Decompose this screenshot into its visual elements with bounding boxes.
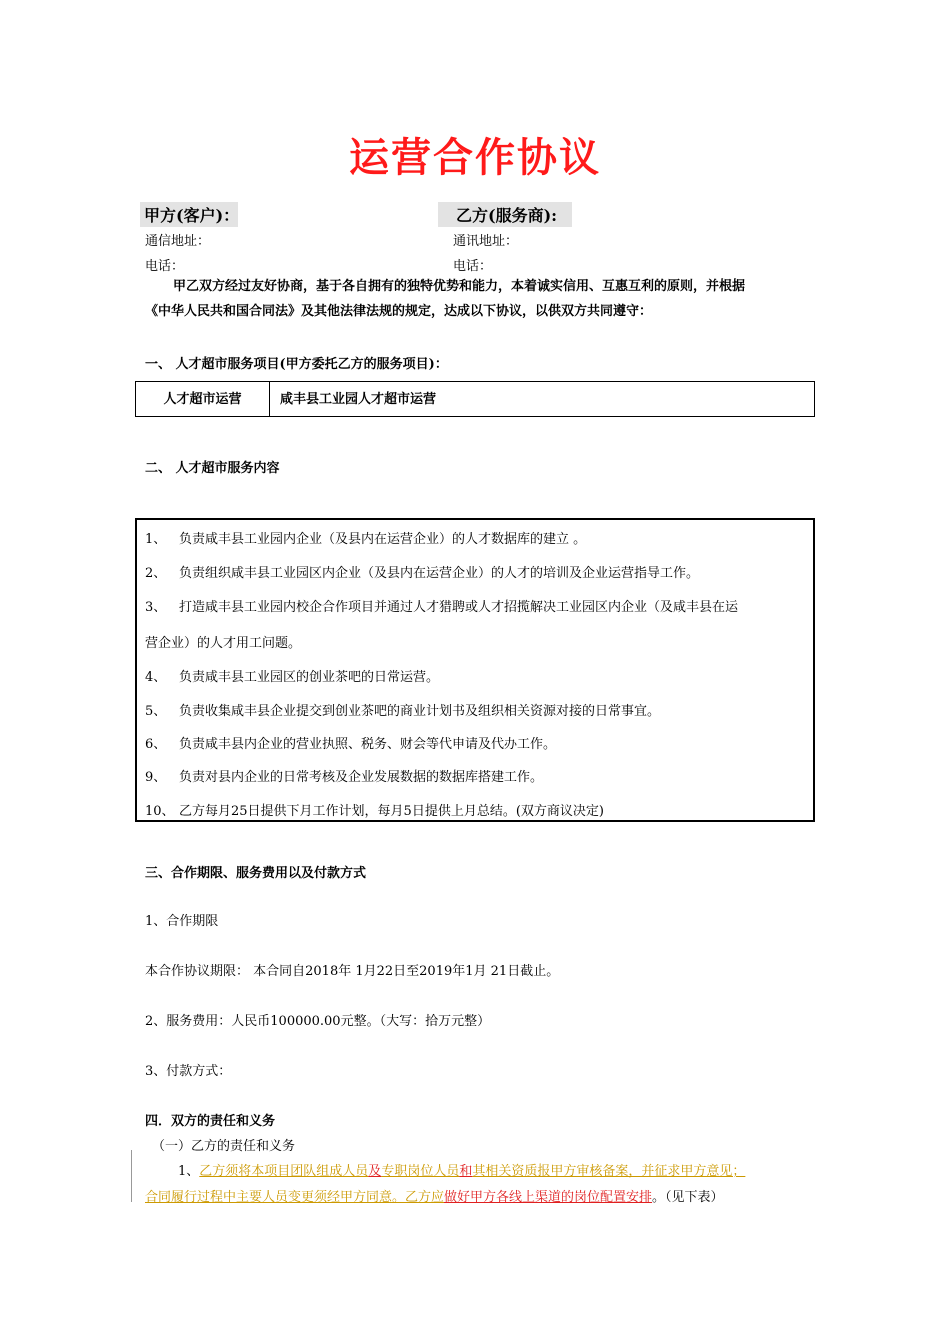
item-number: 10、 <box>145 804 175 819</box>
list-item <box>145 733 556 752</box>
list-item <box>145 766 543 785</box>
responsibility-line-1 <box>178 1160 745 1179</box>
tracked-text-red: 及 <box>368 1164 382 1179</box>
table-cell-item: 人才超市运营 <box>136 382 270 417</box>
item-text: 乙方每月25日提供下月工作计划，每月5日提供上月总结。(双方商议决定) <box>179 804 604 819</box>
paragraph-number: 1、 <box>178 1164 200 1179</box>
table-cell-detail: 咸丰县工业园人才超市运营 <box>270 382 815 417</box>
term-label: 1、合作期限 <box>145 914 219 929</box>
list-item <box>145 666 439 685</box>
item-text: 负责咸丰县工业园内企业（及县内在运营企业）的人才数据库的建立 。 <box>179 532 587 547</box>
section-2-heading: 二、 人才超市服务内容 <box>145 461 280 476</box>
tracked-text: 专职岗位人员 <box>381 1164 460 1179</box>
responsibility-line-2 <box>145 1186 724 1205</box>
plain-text: 。（见下表） <box>652 1190 724 1205</box>
service-content-box <box>135 518 815 822</box>
tracked-text-red: 做好甲方各线上渠道的岗位配置安排 <box>444 1190 653 1205</box>
section-4-heading: 四．双方的责任和义务 <box>145 1114 276 1129</box>
term-text: 本合作协议期限： 本合同自2018年 1月22日至2019年1月 21日截止。 <box>145 964 560 979</box>
item-text: 打造咸丰县工业园内校企合作项目并通过人才猎聘或人才招揽解决工业园区内企业（及咸丰县在运 <box>179 600 739 615</box>
change-bar <box>131 1150 132 1202</box>
payment-text: 3、付款方式： <box>145 1064 232 1079</box>
party-b-phone-label: 电话： <box>453 259 493 274</box>
list-item <box>145 562 699 581</box>
intro-line-2: 《中华人民共和国合同法》及其他法律法规的规定，达成以下协议，以供双方共同遵守： <box>145 304 653 319</box>
list-item <box>145 800 604 819</box>
item-number: 4、 <box>145 670 167 685</box>
item-number: 1、 <box>145 532 167 547</box>
intro-line-1: 甲乙双方经过友好协商，基于各自拥有的独特优势和能力，本着诚实信用、互惠互利的原则，并根据 <box>173 279 746 294</box>
fee-text: 2、服务费用：人民币100000.00元整。（大写：拾万元整） <box>145 1014 491 1029</box>
item-number: 3、 <box>145 600 167 615</box>
party-a-address-label: 通信地址： <box>145 234 211 249</box>
tracked-text: 乙方须将本项目团队组成人员 <box>199 1164 369 1179</box>
list-item-continuation: 营企业）的人才用工问题。 <box>145 636 302 651</box>
section-3-heading: 三、合作期限、服务费用以及付款方式 <box>145 866 367 881</box>
service-project-table <box>135 381 815 417</box>
party-a-phone-label: 电话： <box>145 259 185 274</box>
list-item <box>145 528 586 547</box>
tracked-text-red: 和 <box>459 1164 473 1179</box>
item-number: 6、 <box>145 737 167 752</box>
item-number: 9、 <box>145 770 167 785</box>
tracked-text: 合同履行过程中主要人员变更须经甲方同意。乙方应 <box>145 1190 445 1205</box>
item-text: 负责咸丰县内企业的营业执照、税务、财会等代申请及代办工作。 <box>179 737 557 752</box>
party-b-address-label: 通讯地址： <box>453 234 519 249</box>
item-number: 2、 <box>145 566 167 581</box>
item-number: 5、 <box>145 704 167 719</box>
sub-heading: （一）乙方的责任和义务 <box>152 1139 296 1154</box>
section-1-heading: 一、 人才超市服务项目(甲方委托乙方的服务项目)： <box>145 357 448 372</box>
item-text: 负责组织咸丰县工业园区内企业（及县内在运营企业）的人才的培训及企业运营指导工作。 <box>179 566 700 581</box>
list-item <box>145 700 660 719</box>
list-item <box>145 596 738 615</box>
table-row <box>136 382 815 417</box>
item-text: 负责咸丰县工业园区的创业茶吧的日常运营。 <box>179 670 440 685</box>
document-title: 运营合作协议 <box>349 134 601 181</box>
party-b-label: 乙方(服务商): <box>438 202 572 227</box>
item-text: 负责收集咸丰县企业提交到创业茶吧的商业计划书及组织相关资源对接的日常事宜。 <box>179 704 661 719</box>
party-a-label: 甲方(客户)： <box>140 202 238 227</box>
item-text: 负责对县内企业的日常考核及企业发展数据的数据库搭建工作。 <box>179 770 544 785</box>
tracked-text: 其相关资质报甲方审核备案，并征求甲方意见； <box>472 1164 746 1179</box>
